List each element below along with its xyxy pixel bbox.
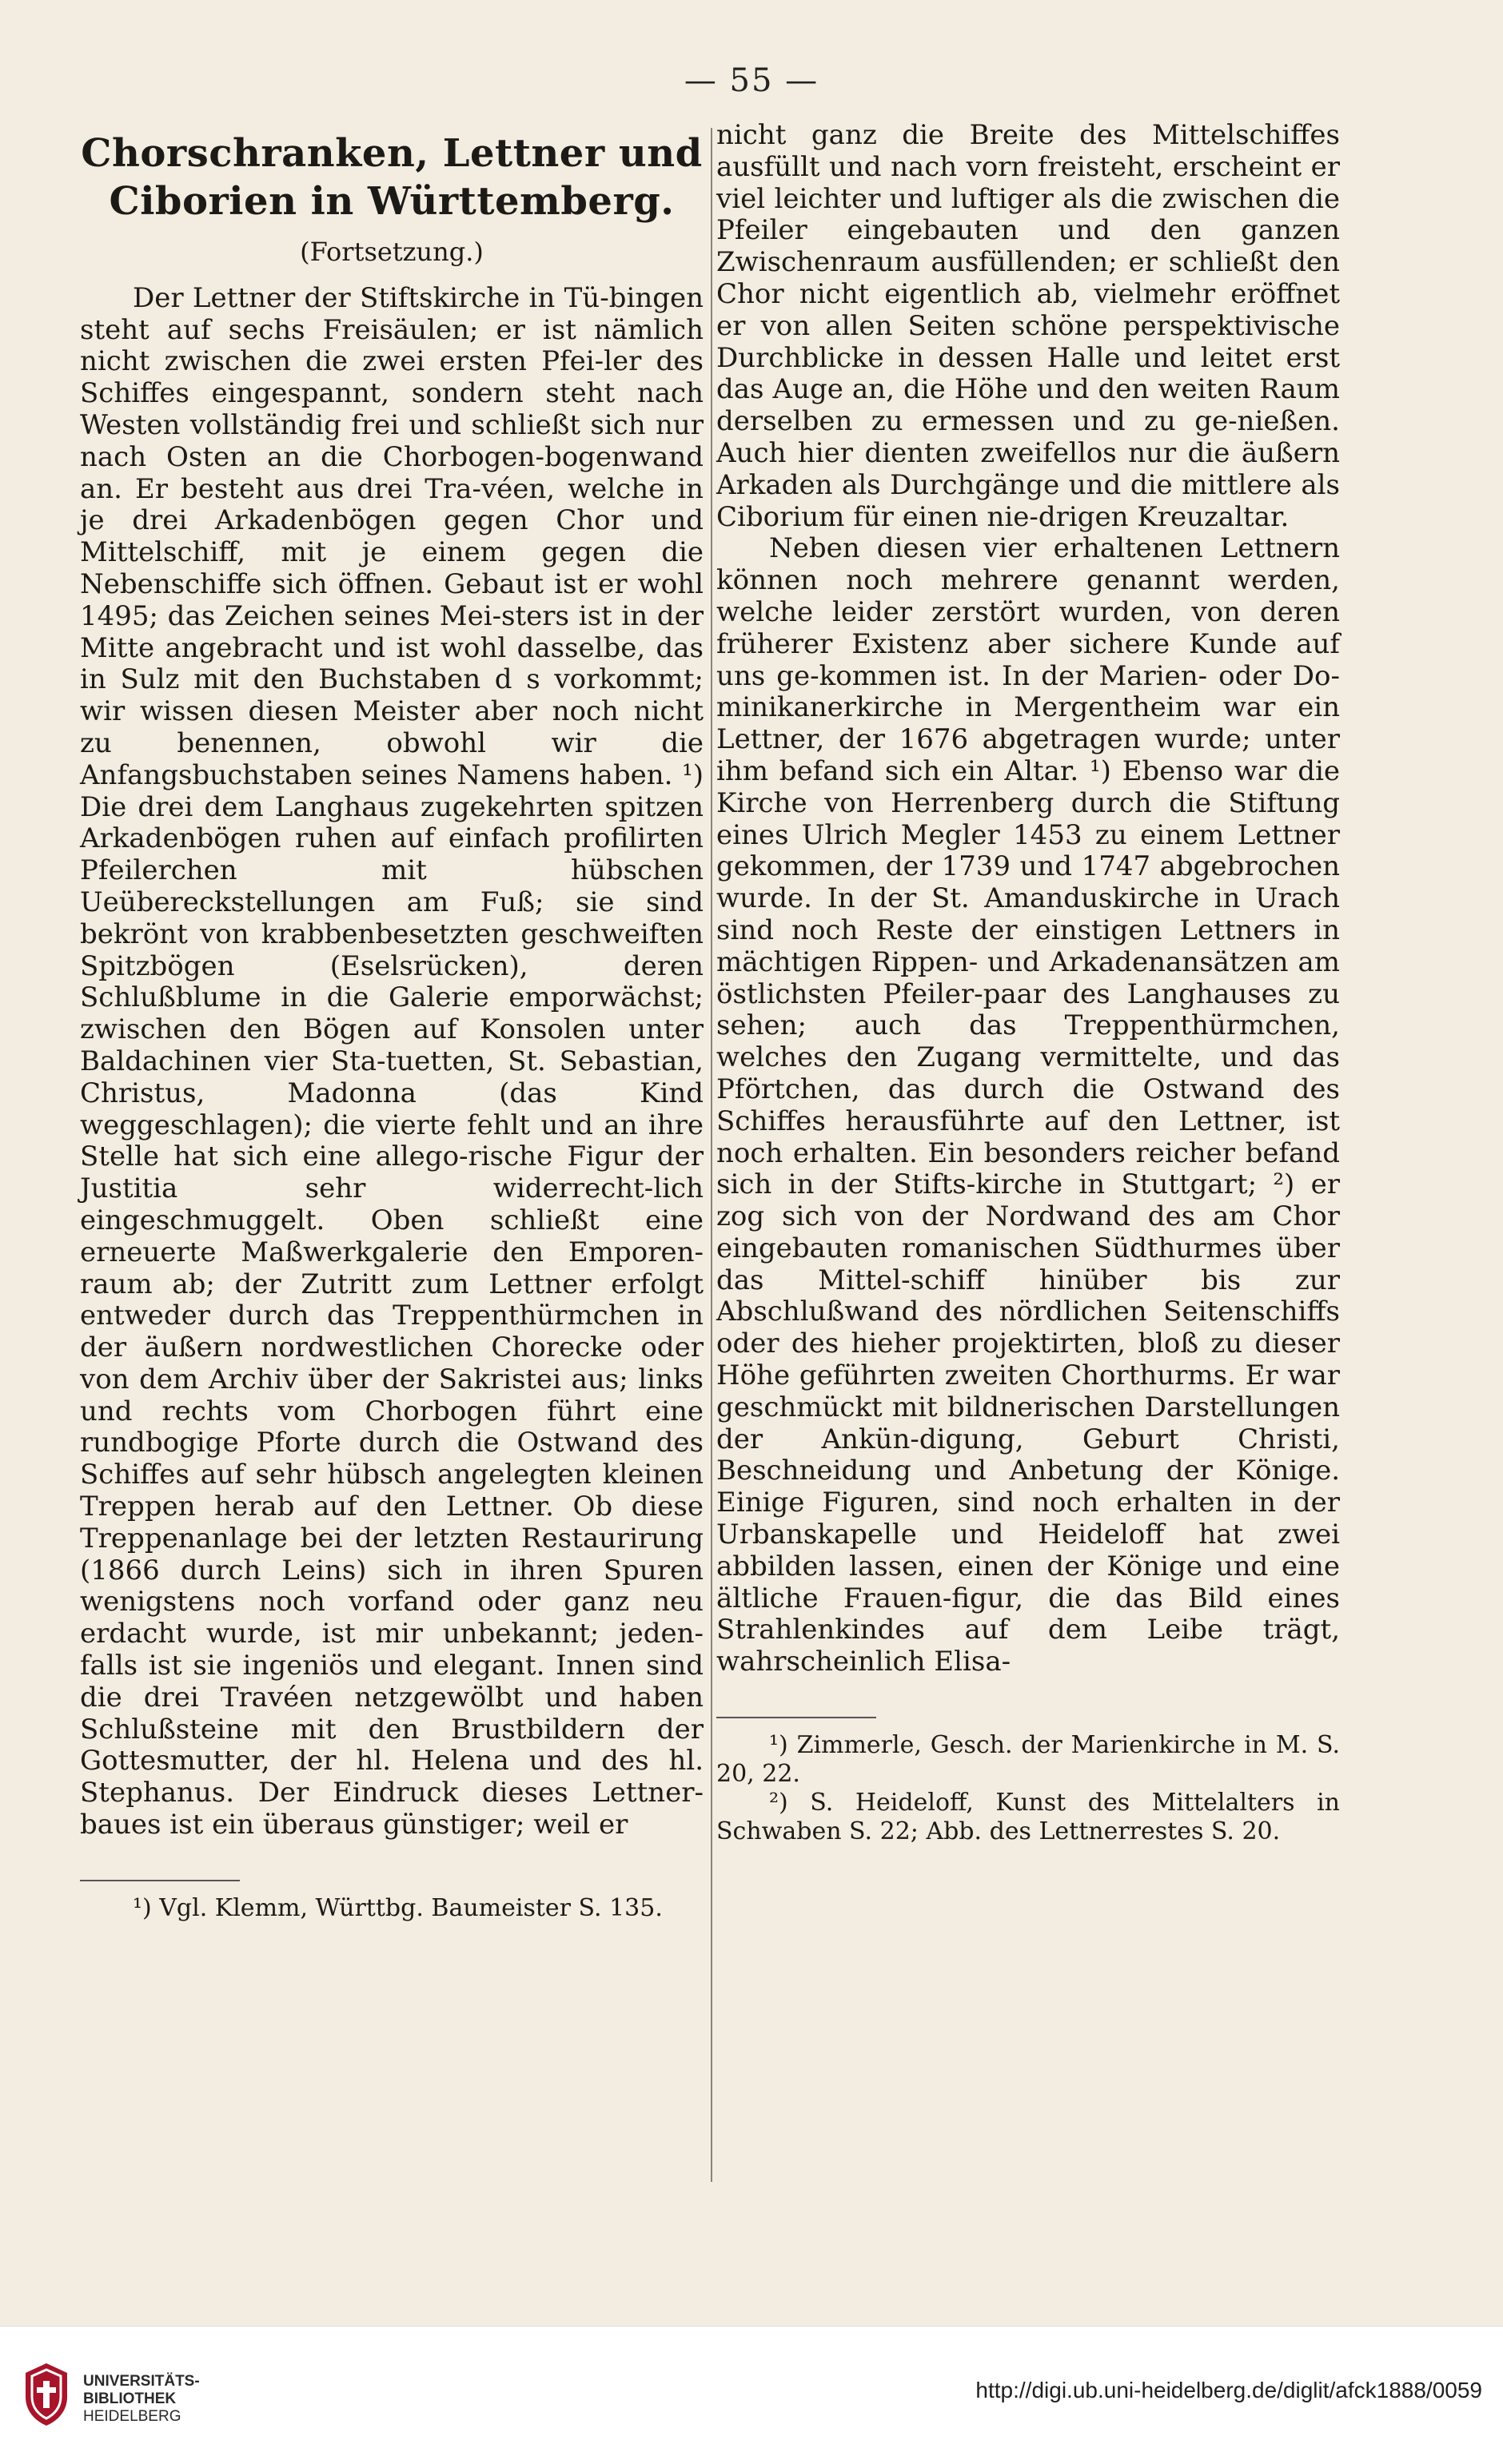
article-subtitle: (Fortsetzung.) — [300, 237, 484, 267]
paragraph: nicht ganz die Breite des Mittelschiffes ausfüllt und nach vorn freisteht, erscheint er viel leichter und luftiger als die zwischen die Pfeiler eingebauten und den ganzen Zwischenraum ausfüllenden; er schließt den Chor nicht eigentlich ab, vielmehr eröffnet er von allen Seiten schöne perspektivische Durchblicke in dessen Halle und leitet erst das Auge an, die Höhe und den weiten Raum derselben zu ermessen und zu ge-nießen. Auch hier dienten zweifellos nur die äußern Arkaden als Durchgänge und die mittlere als Ciborium für einen nie-drigen Kreuzaltar. — [716, 119, 1340, 533]
library-name-line: UNIVERSITÄTS- — [83, 2373, 200, 2390]
library-seal-icon — [22, 2362, 70, 2427]
footnote-divider — [716, 1717, 876, 1718]
footer-bar — [0, 2326, 1503, 2464]
page-number: — 55 — — [684, 62, 819, 99]
article-title: Chorschranken, Lettner und Ciborien in Württemberg. — [81, 131, 703, 224]
left-column — [80, 120, 704, 1923]
paragraph: Neben diesen vier erhaltenen Lettnern können noch mehrere genannt werden, welche leider zerstört wurden, von deren früherer Existenz aber sichere Kunde auf uns ge-kommen ist. In der Marien- oder Do-minikanerkirche in Mergentheim war ein Lettner, der 1676 abgetragen wurde; unter ihm befand sich ein Altar. ¹) Ebenso war die Kirche von Herrenberg durch die Stiftung eines Ulrich Megler 1453 zu einem Lettner gekommen, der 1739 und 1747 abgebrochen wurde. In der St. Amanduskirche in Urach sind noch Reste der einstigen Lettners in mächtigen Rippen- und Arkadenansätzen am östlichsten Pfeiler-paar des Langhauses zu sehen; auch das Treppenthürmchen, welches den Zugang vermittelte, und das Pförtchen, das durch die Ostwand des Schiffes herausführte auf den Lettner, ist noch erhalten. Ein besonders reicher befand sich in der Stifts-kirche in Stuttgart; ²) er zog sich von der Nordwand des am Chor eingebauten romanischen Südthurmes über das Mittel-schiff hinüber bis zur Abschlußwand des nördlichen Seitenschiffs oder des hieher projektirten, bloß zu dieser Höhe geführten zweiten Chorthurms. Er war geschmückt mit bildnerischen Darstellungen der Ankün-digung, Geburt Christi, Beschneidung und Anbetung der Könige. Einige Figuren, sind noch erhalten in der Urbanskapelle und Heideloff hat zwei abbilden lassen, einen der Könige und eine ältliche Frauen-figur, die das Bild eines Strahlenkindes auf dem Leibe trägt, wahrscheinlich Elisa- — [716, 532, 1340, 1678]
footnote: ²) S. Heideloff, Kunst des Mittelalters in Schwaben S. 22; Abb. des Lettnerrestes S. 20. — [716, 1789, 1340, 1846]
library-name-line: HEIDELBERG — [83, 2408, 181, 2425]
column-divider — [711, 128, 712, 2182]
footnote-divider — [80, 1880, 240, 1881]
library-name-line: BIBLIOTHEK — [83, 2390, 177, 2407]
footnote: ¹) Zimmerle, Gesch. der Marienkirche in M. S. 20, 22. — [716, 1731, 1340, 1789]
right-column — [716, 120, 1340, 1846]
source-url-link[interactable]: http://digi.ub.uni-heidelberg.de/diglit/afck1888/0059 — [975, 2378, 1482, 2402]
paragraph: Der Lettner der Stiftskirche in Tü-bingen steht auf sechs Freisäulen; er ist nämlich nicht zwischen die zwei ersten Pfei-ler des Schiffes eingespannt, sondern steht nach Westen vollständig frei und schließt sich nur nach Osten an die Chorbogen-bogenwand an. Er besteht aus drei Tra-véen, welche in je drei Arkadenbögen gegen Chor und Mittelschiff, mit je einem gegen die Nebenschiffe sich öffnen. Gebaut ist er wohl 1495; das Zeichen seines Mei-sters ist in der Mitte angebracht und ist wohl dasselbe, das in Sulz mit den Buchstaben d s vorkommt; wir wissen diesen Meister aber noch nicht zu benennen, obwohl wir die Anfangsbuchstaben seines Namens haben. ¹) Die drei dem Langhaus zugekehrten spitzen Arkadenbögen ruhen auf einfach profilirten Pfeilerchen mit hübschen Ueübereckstellungen am Fuß; sie sind bekrönt von krabbenbesetzten geschweiften Spitzbögen (Eselsrücken), deren Schlußblume in die Galerie emporwächst; zwischen den Bögen auf Konsolen unter Baldachinen vier Sta-tuetten, St. Sebastian, Christus, Madonna (das Kind weggeschlagen); die vierte fehlt und an ihre Stelle hat sich eine allego-rische Figur der Justitia sehr widerrecht-lich eingeschmuggelt. Oben schließt eine erneuerte Maßwerkgalerie den Emporen-raum ab; der Zutritt zum Lettner erfolgt entweder durch das Treppenthürmchen in der äußern nordwestlichen Chorecke oder von dem Archiv über der Sakristei aus; links und rechts vom Chorbogen führt eine rundbogige Pforte durch die Ostwand des Schiffes auf sehr hübsch angelegten kleinen Treppen herab auf den Lettner. Ob diese Treppenanlage bei der letzten Restaurirung (1866 durch Leins) sich in ihren Spuren wenigstens noch vorfand oder ganz neu erdacht wurde, ist mir unbekannt; jeden-falls ist sie ingeniös und elegant. Innen sind die drei Travéen netzgewölbt und haben Schlußsteine mit den Brustbildern der Gottesmutter, der hl. Helena und des hl. Stephanus. Der Eindruck dieses Lettner-baues ist ein überaus günstiger; weil er — [80, 281, 704, 1841]
footnote: ¹) Vgl. Klemm, Württbg. Baumeister S. 135. — [133, 1893, 663, 1922]
library-name — [83, 2373, 200, 2426]
